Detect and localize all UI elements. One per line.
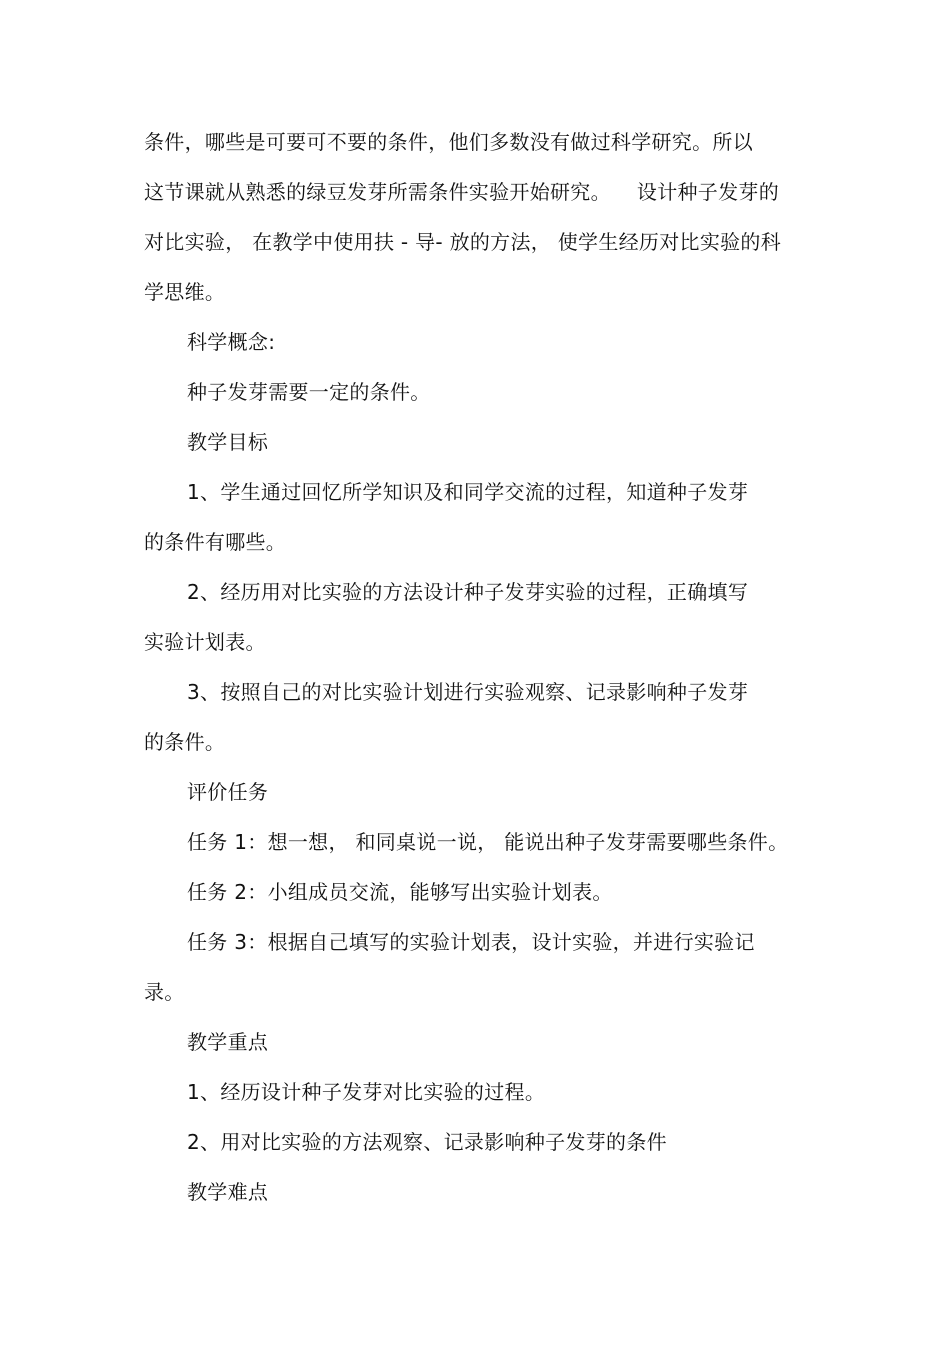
goal-1: 1、学生通过回忆所学知识及和同学交流的过程，知道种子发芽 [187,480,749,504]
intro-line-2-tail: 设计种子发芽的 [636,180,780,204]
concept-heading: 科学概念: [187,330,276,354]
tasks-heading: 评价任务 [187,780,269,804]
intro-line-2 [144,180,779,204]
goal-3: 3、按照自己的对比实验计划进行实验观察、记录影响种子发芽 [187,680,749,704]
goals-heading: 教学目标 [187,430,269,454]
difficulty-heading: 教学难点 [187,1180,269,1204]
concept-text: 种子发芽需要一定的条件。 [187,380,431,404]
goal-3-cont: 的条件。 [144,730,226,754]
keypoints-heading: 教学重点 [187,1030,269,1054]
intro-line-1: 条件，哪些是可要可不要的条件，他们多数没有做过科学研究。所以 [144,130,753,154]
task-2: 任务 2：小组成员交流，能够写出实验计划表。 [187,880,613,904]
task-1: 任务 1：想一想， 和同桌说一说， 能说出种子发芽需要哪些条件。 [187,830,789,854]
keypoint-2: 2、用对比实验的方法观察、记录影响种子发芽的条件 [187,1130,667,1154]
task-3: 任务 3：根据自己填写的实验计划表，设计实验，并进行实验记 [187,930,755,954]
keypoint-1: 1、经历设计种子发芽对比实验的过程。 [187,1080,546,1104]
task-3-cont: 录。 [144,980,185,1004]
intro-line-3: 对比实验， 在教学中使用扶 - 导- 放的方法， 使学生经历对比实验的科 [144,230,782,254]
goal-2-cont: 实验计划表。 [144,630,266,654]
goal-1-cont: 的条件有哪些。 [144,530,287,554]
intro-line-2-text: 这节课就从熟悉的绿豆发芽所需条件实验开始研究。 [144,180,611,204]
intro-line-4: 学思维。 [144,280,226,304]
goal-2: 2、经历用对比实验的方法设计种子发芽实验的过程，正确填写 [187,580,749,604]
